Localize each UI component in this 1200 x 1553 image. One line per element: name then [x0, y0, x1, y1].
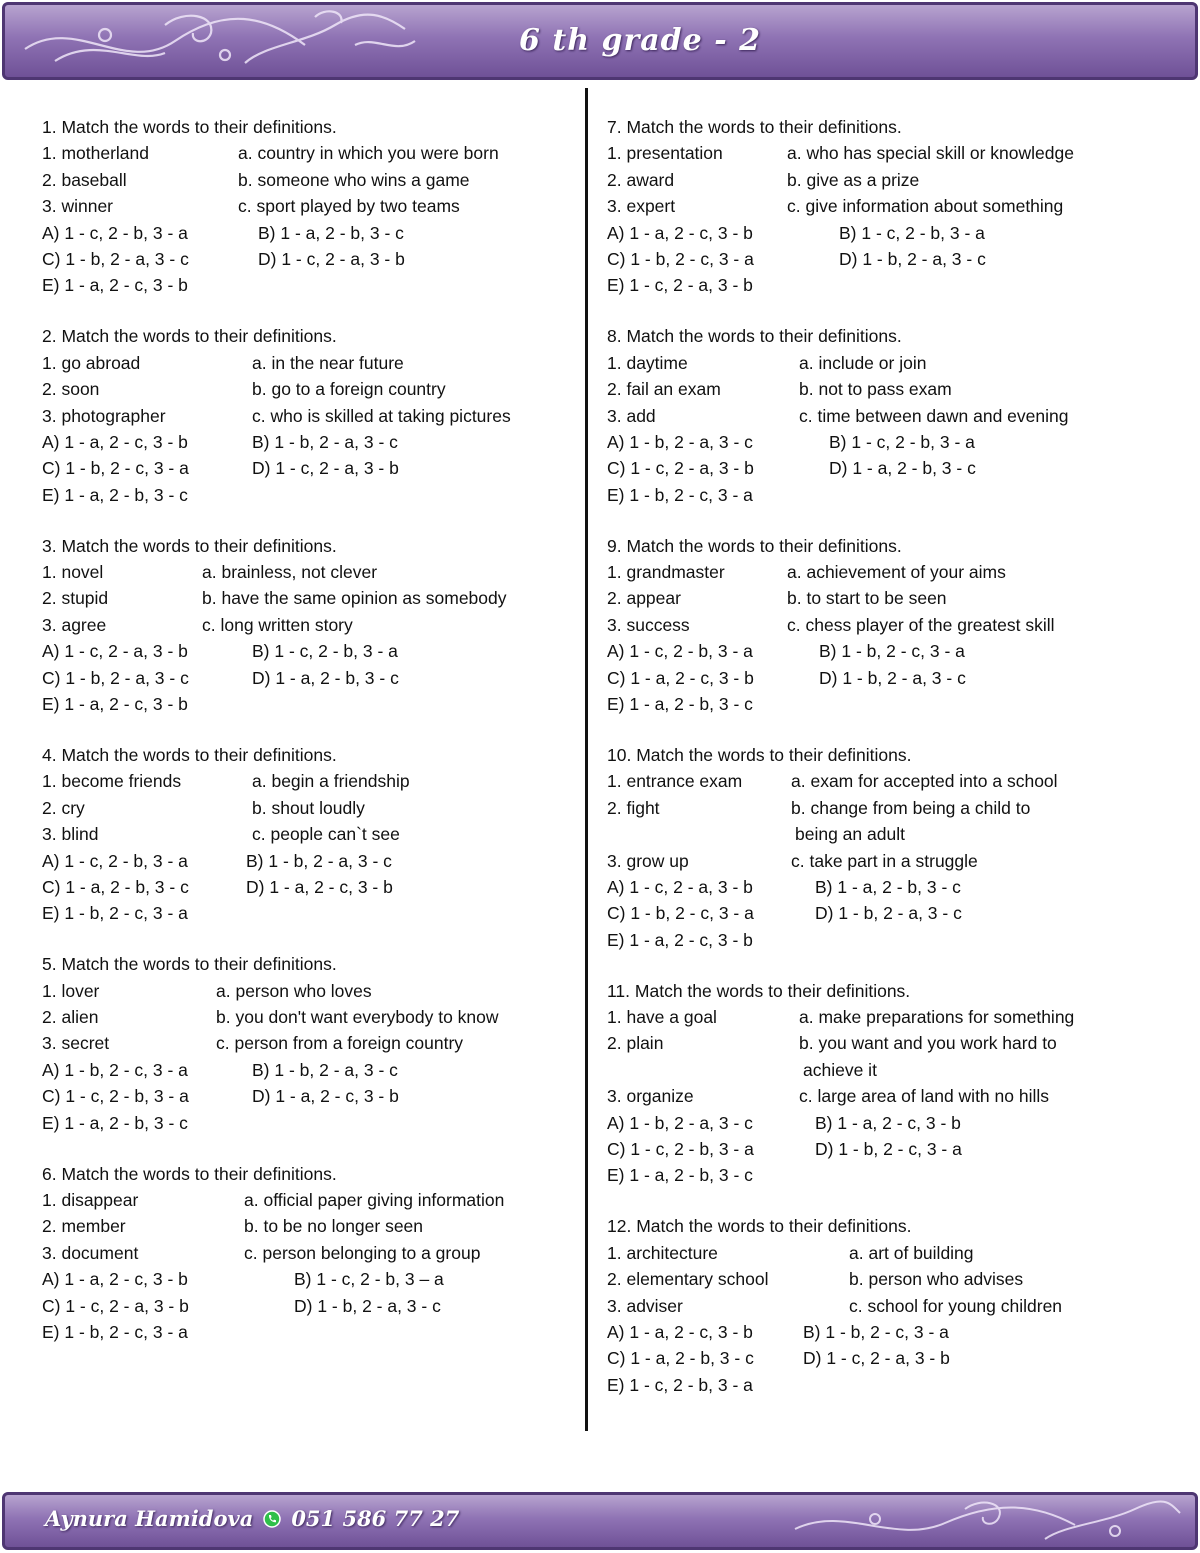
answer-options-row: [42, 1057, 582, 1083]
answer-option: C) 1 - c, 2 - b, 3 - a: [42, 1086, 189, 1107]
answer-options-row: [607, 665, 1167, 691]
definition-item: b. to start to be seen: [787, 588, 947, 609]
answer-option: B) 1 - c, 2 - b, 3 – a: [294, 1269, 444, 1290]
answer-option: B) 1 - a, 2 - b, 3 - c: [815, 876, 961, 897]
word-item: 3. add: [607, 405, 656, 426]
word-definition-row: [42, 821, 582, 847]
word-definition-row: [42, 1004, 582, 1030]
answer-option: B) 1 - b, 2 - c, 3 - a: [819, 641, 965, 662]
answer-option: E) 1 - a, 2 - c, 3 - b: [42, 275, 188, 296]
definition-item: b. not to pass exam: [799, 379, 952, 400]
answer-option: D) 1 - c, 2 - a, 3 - b: [252, 458, 399, 479]
word-item: 2. award: [607, 169, 675, 190]
question-title-text: 5. Match the words to their definitions.: [42, 954, 337, 975]
word-item: 2. plain: [607, 1033, 664, 1054]
word-item: 1. novel: [42, 562, 104, 583]
answer-options-row: [42, 665, 582, 691]
word-item: 2. baseball: [42, 169, 127, 190]
definition-item: c. take part in a struggle: [791, 850, 978, 871]
answer-option: C) 1 - b, 2 - c, 3 - a: [42, 458, 189, 479]
answer-option: A) 1 - b, 2 - a, 3 - c: [607, 1112, 753, 1133]
word-definition-row: [607, 559, 1167, 585]
word-definition-row: [42, 193, 582, 219]
answer-option: E) 1 - a, 2 - b, 3 - c: [42, 484, 188, 505]
answer-options-row: [42, 1293, 582, 1319]
word-definition-row: [42, 612, 582, 638]
answer-options-row: [42, 1319, 582, 1345]
answer-option: E) 1 - a, 2 - b, 3 - c: [42, 1112, 188, 1133]
word-definition-row: [42, 140, 582, 166]
answer-options-row: [42, 220, 582, 246]
answer-options-row: [607, 927, 1167, 953]
answer-option: A) 1 - b, 2 - a, 3 - c: [607, 431, 753, 452]
answer-option: E) 1 - b, 2 - c, 3 - a: [42, 903, 188, 924]
answer-option: C) 1 - a, 2 - b, 3 - c: [42, 876, 189, 897]
word-item: 2. elementary school: [607, 1269, 769, 1290]
answer-option: C) 1 - a, 2 - b, 3 - c: [607, 1348, 754, 1369]
question-title: [42, 1161, 582, 1187]
header-banner: [2, 2, 1198, 80]
word-item: 3. photographer: [42, 405, 166, 426]
word-definition-row: [607, 376, 1167, 402]
question-title: [607, 114, 1167, 140]
answer-option: B) 1 - c, 2 - b, 3 - a: [252, 641, 398, 662]
question-title: [607, 1213, 1167, 1239]
answer-options-row: [42, 1110, 582, 1136]
definition-item: c. sport played by two teams: [238, 196, 460, 217]
question-title: [607, 742, 1167, 768]
column-divider: [585, 88, 588, 1431]
definition-item: a. make preparations for something: [799, 1007, 1075, 1028]
answer-option: A) 1 - c, 2 - a, 3 - b: [607, 876, 753, 897]
answer-options-row: [607, 272, 1167, 298]
answer-option: B) 1 - a, 2 - c, 3 - b: [815, 1112, 961, 1133]
definition-item: c. person belonging to a group: [244, 1242, 481, 1263]
question-title-text: 10. Match the words to their definitions.: [607, 744, 912, 765]
definition-item: b. have the same opinion as somebody: [202, 588, 507, 609]
answer-option: A) 1 - a, 2 - c, 3 - b: [42, 1269, 188, 1290]
question-block: [42, 114, 582, 299]
phone-number: 051 586 77 27: [291, 1506, 460, 1531]
answer-option: D) 1 - b, 2 - a, 3 - c: [815, 903, 962, 924]
word-item: 1. have a goal: [607, 1007, 717, 1028]
answer-options-row: [607, 638, 1167, 664]
answer-option: E) 1 - c, 2 - a, 3 - b: [607, 275, 753, 296]
word-definition-row: [42, 1030, 582, 1056]
word-definition-row: [607, 193, 1167, 219]
answer-options-row: [607, 900, 1167, 926]
word-definition-row: [42, 167, 582, 193]
word-definition-row: [607, 1030, 1167, 1056]
definition-item: a. official paper giving information: [244, 1190, 505, 1211]
answer-options-row: [607, 220, 1167, 246]
question-title-text: 8. Match the words to their definitions.: [607, 326, 902, 347]
word-definition-row: [42, 559, 582, 585]
word-item: 2. fight: [607, 797, 660, 818]
word-definition-row: [42, 376, 582, 402]
question-block: [42, 742, 582, 927]
definition-item: a. exam for accepted into a school: [791, 771, 1058, 792]
word-item: 2. cry: [42, 797, 85, 818]
answer-option: B) 1 - c, 2 - b, 3 - a: [839, 222, 985, 243]
word-item: 1. disappear: [42, 1190, 139, 1211]
word-item: 2. appear: [607, 588, 681, 609]
definition-item: a. achievement of your aims: [787, 562, 1006, 583]
definition-item: a. begin a friendship: [252, 771, 410, 792]
answer-options-row: [42, 429, 582, 455]
question-title: [607, 533, 1167, 559]
answer-option: C) 1 - b, 2 - c, 3 - a: [607, 903, 754, 924]
answer-option: C) 1 - b, 2 - a, 3 - c: [42, 667, 189, 688]
answer-option: C) 1 - c, 2 - b, 3 - a: [607, 1139, 754, 1160]
answer-options-row: [607, 246, 1167, 272]
definition-item: c. person from a foreign country: [216, 1033, 464, 1054]
answer-option: A) 1 - a, 2 - c, 3 - b: [607, 1321, 753, 1342]
word-item: 3. organize: [607, 1086, 694, 1107]
word-definition-row: [42, 1187, 582, 1213]
word-item: 1. architecture: [607, 1242, 718, 1263]
word-definition-row: [42, 350, 582, 376]
question-title-text: 1. Match the words to their definitions.: [42, 117, 337, 137]
swirl-ornament-icon: [785, 1495, 1185, 1547]
definition-item: b. someone who wins a game: [238, 169, 470, 190]
answer-options-row: [42, 900, 582, 926]
answer-option: C) 1 - a, 2 - c, 3 - b: [607, 667, 754, 688]
answer-options-row: [42, 691, 582, 717]
word-definition-row: [607, 1083, 1167, 1109]
answer-option: C) 1 - c, 2 - a, 3 - b: [42, 1295, 189, 1316]
question-title-text: 3. Match the words to their definitions.: [42, 535, 337, 556]
answer-option: B) 1 - b, 2 - a, 3 - c: [252, 431, 398, 452]
definition-item: a. in the near future: [252, 352, 404, 373]
word-item: 3. blind: [42, 824, 99, 845]
word-item: 1. daytime: [607, 352, 688, 373]
definition-item: b. go to a foreign country: [252, 379, 446, 400]
word-item: 1. become friends: [42, 771, 182, 792]
definition-item: c. long written story: [202, 614, 353, 635]
question-title-text: 4. Match the words to their definitions.: [42, 744, 337, 765]
word-definition-row: [607, 1057, 1167, 1083]
definition-item: c. large area of land with no hills: [799, 1086, 1049, 1107]
answer-option: D) 1 - a, 2 - c, 3 - b: [252, 1086, 399, 1107]
word-item: 3. expert: [607, 196, 676, 217]
question-title: [42, 742, 582, 768]
definition-item: a. include or join: [799, 352, 927, 373]
definition-item: a. art of building: [849, 1242, 974, 1263]
word-definition-row: [607, 140, 1167, 166]
answer-option: E) 1 - a, 2 - b, 3 - c: [607, 1165, 753, 1186]
definition-item: being an adult: [795, 824, 905, 845]
word-definition-row: [607, 848, 1167, 874]
answer-option: A) 1 - c, 2 - a, 3 - b: [42, 641, 188, 662]
answer-option: E) 1 - a, 2 - c, 3 - b: [607, 929, 753, 950]
word-definition-row: [607, 1240, 1167, 1266]
question-block: [607, 1213, 1167, 1398]
definition-item: c. school for young children: [849, 1295, 1063, 1316]
word-item: 3. agree: [42, 614, 107, 635]
footer-banner: [2, 1492, 1198, 1550]
answer-options-row: [607, 874, 1167, 900]
answer-options-row: [42, 848, 582, 874]
answer-option: D) 1 - b, 2 - a, 3 - c: [294, 1295, 441, 1316]
answer-option: D) 1 - a, 2 - c, 3 - b: [246, 876, 393, 897]
answer-option: C) 1 - b, 2 - a, 3 - c: [42, 248, 189, 269]
answer-options-row: [607, 429, 1167, 455]
answer-options-row: [42, 482, 582, 508]
answer-options-row: [607, 1136, 1167, 1162]
word-item: 1. motherland: [42, 143, 150, 164]
word-item: 1. go abroad: [42, 352, 141, 373]
answer-options-row: [42, 272, 582, 298]
answer-option: B) 1 - a, 2 - b, 3 - c: [258, 222, 404, 243]
question-block: [607, 742, 1167, 953]
word-definition-row: [42, 585, 582, 611]
answer-option: D) 1 - c, 2 - a, 3 - b: [258, 248, 405, 269]
definition-item: c. give information about something: [787, 196, 1064, 217]
definition-item: c. people can`t see: [252, 824, 400, 845]
question-title-text: 7. Match the words to their definitions.: [607, 117, 902, 137]
answer-option: A) 1 - c, 2 - b, 3 - a: [607, 641, 753, 662]
answer-option: B) 1 - c, 2 - b, 3 - a: [829, 431, 975, 452]
question-block: [42, 533, 582, 718]
answer-option: D) 1 - b, 2 - a, 3 - c: [819, 667, 966, 688]
question-block: [42, 1161, 582, 1346]
word-item: 3. winner: [42, 196, 114, 217]
definition-item: b. person who advises: [849, 1269, 1024, 1290]
question-title: [42, 951, 582, 977]
question-title: [607, 978, 1167, 1004]
word-definition-row: [42, 978, 582, 1004]
answer-options-row: [42, 455, 582, 481]
definition-item: c. time between dawn and evening: [799, 405, 1069, 426]
word-definition-row: [42, 1240, 582, 1266]
word-item: 2. soon: [42, 379, 100, 400]
word-item: 1. grandmaster: [607, 562, 725, 583]
word-item: 2. member: [42, 1216, 126, 1237]
definition-item: b. you want and you work hard to: [799, 1033, 1057, 1054]
word-item: 2. alien: [42, 1007, 99, 1028]
word-definition-row: [42, 795, 582, 821]
answer-option: D) 1 - a, 2 - b, 3 - c: [252, 667, 399, 688]
answer-option: D) 1 - b, 2 - a, 3 - c: [839, 248, 986, 269]
word-definition-row: [607, 350, 1167, 376]
answer-options-row: [607, 455, 1167, 481]
word-definition-row: [607, 167, 1167, 193]
definition-item: achieve it: [803, 1059, 877, 1080]
word-definition-row: [607, 821, 1167, 847]
answer-options-row: [607, 1319, 1167, 1345]
question-title: [42, 323, 582, 349]
answer-options-row: [42, 874, 582, 900]
answer-option: B) 1 - b, 2 - a, 3 - c: [252, 1059, 398, 1080]
word-definition-row: [607, 403, 1167, 429]
word-item: 1. presentation: [607, 143, 723, 164]
definition-item: a. country in which you were born: [238, 143, 499, 164]
question-title: [42, 114, 582, 140]
footer-info: [45, 1506, 459, 1531]
question-block: [607, 533, 1167, 718]
answer-options-row: [42, 246, 582, 272]
answer-option: A) 1 - c, 2 - b, 3 - a: [42, 850, 188, 871]
word-definition-row: [607, 795, 1167, 821]
word-item: 2. fail an exam: [607, 379, 721, 400]
question-block: [607, 114, 1167, 299]
answer-options-row: [607, 1162, 1167, 1188]
question-title-text: 11. Match the words to their definitions.: [607, 980, 911, 1001]
definition-item: c. chess player of the greatest skill: [787, 614, 1055, 635]
word-item: 3. success: [607, 614, 690, 635]
answer-option: E) 1 - b, 2 - c, 3 - a: [607, 484, 753, 505]
question-title-text: 2. Match the words to their definitions.: [42, 326, 337, 347]
word-definition-row: [607, 1293, 1167, 1319]
answer-options-row: [607, 1110, 1167, 1136]
left-column: [42, 114, 582, 1370]
question-block: [607, 978, 1167, 1189]
definition-item: b. change from being a child to: [791, 797, 1031, 818]
word-definition-row: [607, 612, 1167, 638]
definition-item: b. give as a prize: [787, 169, 920, 190]
answer-option: E) 1 - a, 2 - c, 3 - b: [42, 694, 188, 714]
definition-item: b. you don't want everybody to know: [216, 1007, 499, 1028]
question-title-text: 9. Match the words to their definitions.: [607, 535, 902, 556]
question-block: [42, 323, 582, 508]
word-definition-row: [607, 585, 1167, 611]
word-definition-row: [42, 1213, 582, 1239]
word-item: 2. stupid: [42, 588, 109, 609]
answer-option: A) 1 - c, 2 - b, 3 - a: [42, 222, 188, 243]
answer-options-row: [607, 1345, 1167, 1371]
answer-options-row: [607, 691, 1167, 717]
answer-option: E) 1 - c, 2 - b, 3 - a: [607, 1374, 753, 1395]
question-title: [42, 533, 582, 559]
answer-option: D) 1 - c, 2 - a, 3 - b: [803, 1348, 950, 1369]
question-title: [607, 323, 1167, 349]
definition-item: a. person who loves: [216, 980, 372, 1001]
word-item: 3. grow up: [607, 850, 689, 871]
answer-options-row: [607, 482, 1167, 508]
word-item: 3. adviser: [607, 1295, 683, 1316]
answer-option: C) 1 - c, 2 - a, 3 - b: [607, 458, 754, 479]
answer-option: A) 1 - a, 2 - c, 3 - b: [607, 222, 753, 243]
answer-options-row: [607, 1372, 1167, 1398]
word-item: 1. entrance exam: [607, 771, 743, 792]
word-definition-row: [607, 768, 1167, 794]
answer-option: B) 1 - b, 2 - a, 3 - c: [246, 850, 392, 871]
answer-option: C) 1 - b, 2 - c, 3 - a: [607, 248, 754, 269]
definition-item: b. to be no longer seen: [244, 1216, 424, 1237]
answer-option: A) 1 - b, 2 - c, 3 - a: [42, 1059, 188, 1080]
question-title-text: 12. Match the words to their definitions.: [607, 1216, 912, 1237]
question-block: [42, 951, 582, 1136]
page-title: 6 th grade - 2: [519, 23, 761, 58]
word-definition-row: [607, 1004, 1167, 1030]
answer-options-row: [42, 1266, 582, 1292]
word-item: 3. secret: [42, 1033, 110, 1054]
word-definition-row: [42, 768, 582, 794]
answer-option: D) 1 - a, 2 - b, 3 - c: [829, 458, 976, 479]
question-block: [607, 323, 1167, 508]
answer-option: D) 1 - b, 2 - c, 3 - a: [815, 1139, 962, 1160]
word-item: 1. lover: [42, 980, 100, 1001]
definition-item: a. who has special skill or knowledge: [787, 143, 1074, 164]
question-title-text: 6. Match the words to their definitions.: [42, 1163, 337, 1184]
answer-options-row: [42, 1083, 582, 1109]
word-definition-row: [607, 1266, 1167, 1292]
word-item: 3. document: [42, 1242, 139, 1263]
answer-option: B) 1 - b, 2 - c, 3 - a: [803, 1321, 949, 1342]
answer-options-row: [42, 638, 582, 664]
answer-option: A) 1 - a, 2 - c, 3 - b: [42, 431, 188, 452]
definition-item: a. brainless, not clever: [202, 562, 378, 583]
definition-item: b. shout loudly: [252, 797, 365, 818]
answer-option: E) 1 - a, 2 - b, 3 - c: [607, 694, 753, 714]
whatsapp-icon: [263, 1510, 281, 1528]
word-definition-row: [42, 403, 582, 429]
definition-item: c. who is skilled at taking pictures: [252, 405, 511, 426]
author-name: Aynura Hamidova: [45, 1506, 254, 1531]
answer-option: E) 1 - b, 2 - c, 3 - a: [42, 1321, 188, 1342]
right-column: [607, 114, 1167, 1423]
